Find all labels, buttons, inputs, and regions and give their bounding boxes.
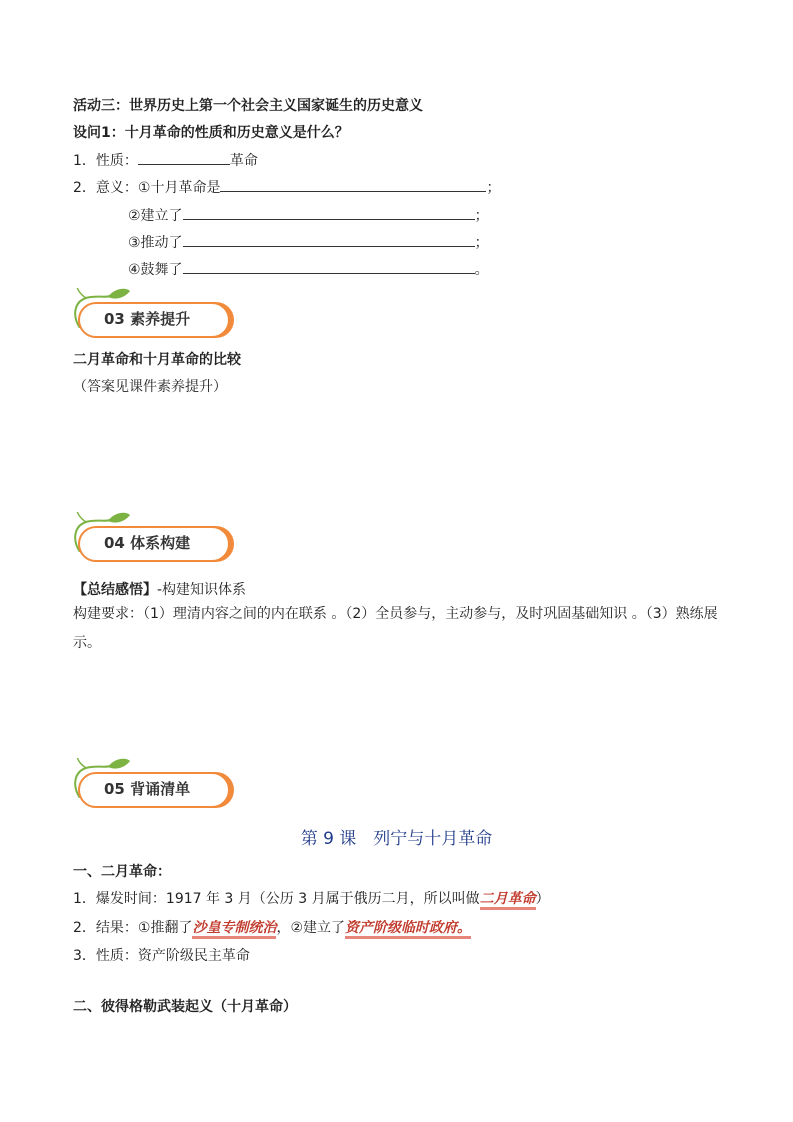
provisional-government-highlight: 资产阶级临时政府。	[345, 920, 471, 939]
meaning-item-2: ②建立了	[128, 208, 183, 224]
meaning-blank-4[interactable]	[183, 259, 475, 274]
nature-suffix: 革命	[229, 153, 258, 169]
comparison-heading: 二月革命和十月革命的比较	[73, 352, 241, 368]
meaning-item-4: ④鼓舞了	[128, 262, 183, 278]
meaning-blank-3[interactable]	[183, 232, 475, 247]
build-requirement: 构建要求：（1）理清内容之间的内在联系 。（2）全员参与，主动参与，及时巩固基础知识 。（3）熟练展示。	[73, 606, 718, 651]
outbreak-time-line	[73, 888, 550, 908]
badge-label: 05 背诵清单	[104, 780, 191, 798]
part1-heading: 一、二月革命：	[73, 864, 171, 880]
part2-heading: 二、彼得格勒武装起义（十月革命）	[73, 999, 297, 1015]
badge-label: 03 素养提升	[104, 310, 191, 328]
summary-label: 【总结感悟】	[73, 582, 157, 598]
tsarist-rule-highlight: 沙皇专制统治	[192, 920, 276, 939]
result-prefix: 2．结果：①推翻了	[73, 920, 193, 936]
meaning-blank-1[interactable]	[220, 177, 486, 192]
summary-text: -构建知识体系	[157, 582, 247, 598]
nature-line	[73, 150, 258, 170]
section-badge-05	[70, 758, 240, 816]
semicolon: ；	[486, 180, 501, 196]
summary-line	[73, 579, 246, 599]
nature-blank[interactable]	[138, 150, 230, 165]
nature-prefix: 1．性质：	[73, 153, 138, 169]
nature-summary: 3．性质：资产阶级民主革命	[73, 948, 250, 964]
result-mid: ，②建立了	[276, 920, 346, 936]
activity-title: 活动三：世界历史上第一个社会主义国家诞生的历史意义	[73, 98, 423, 114]
semicolon: ；	[474, 235, 489, 251]
meaning-line-2	[128, 205, 489, 225]
time-prefix: 1．爆发时间：1917 年 3 月（公历 3 月属于俄历二月，所以叫做	[73, 891, 480, 907]
section-badge-03	[70, 288, 240, 346]
answer-note: （答案见课件素养提升）	[73, 379, 227, 395]
meaning-line-4	[128, 259, 489, 279]
result-line	[73, 917, 471, 937]
semicolon: ；	[474, 208, 489, 224]
lesson-title: 第 9 课 列宁与十月革命	[300, 829, 493, 849]
section-badge-04	[70, 512, 240, 570]
period: 。	[474, 262, 489, 278]
badge-label: 04 体系构建	[104, 534, 191, 552]
meaning-line-1	[73, 177, 500, 197]
activity-question: 设问1：十月革命的性质和历史意义是什么？	[73, 125, 349, 141]
meaning-item-3: ③推动了	[128, 235, 183, 251]
meaning-blank-2[interactable]	[183, 205, 475, 220]
time-suffix: ）	[535, 891, 550, 907]
february-revolution-highlight: 二月革命	[480, 891, 536, 910]
meaning-line-3	[128, 232, 489, 252]
meaning-prefix: 2．意义：①十月革命是	[73, 180, 221, 196]
